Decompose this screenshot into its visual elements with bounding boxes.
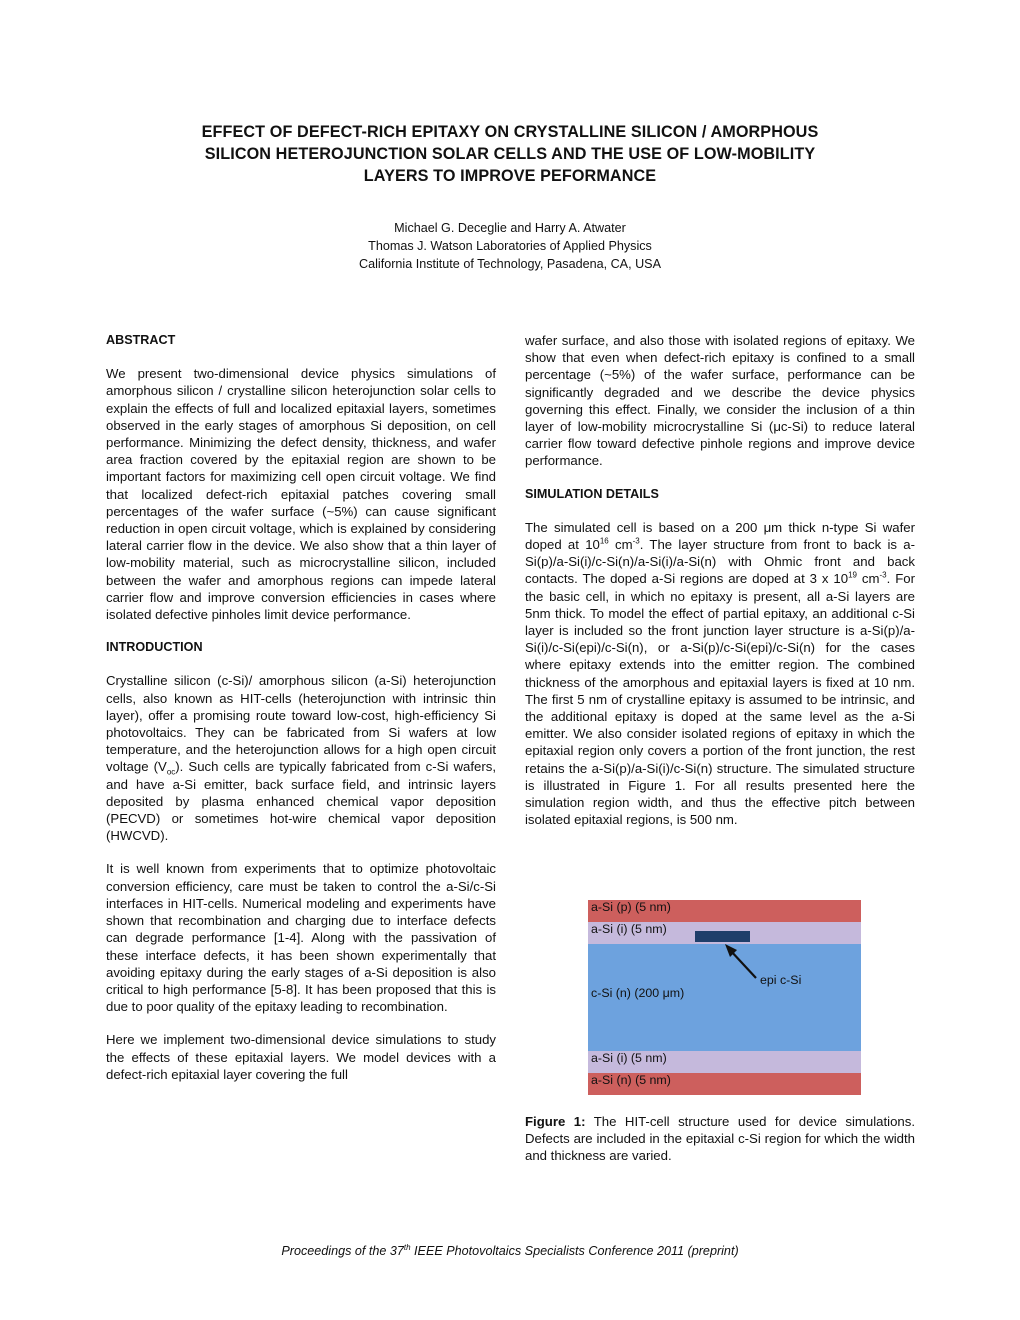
layer-a-si-p: a-Si (p) (5 nm) (588, 900, 861, 922)
paper-title (110, 121, 910, 187)
layer-c-si-n: c-Si (n) (200 μm) (588, 944, 861, 1051)
author-names: Michael G. Deceglie and Harry A. Atwater (394, 221, 626, 235)
caption-text: The HIT-cell structure used for device simulations. Defects are included in the epitaxial c-Si region for which the width and thickness are varied. (525, 1114, 915, 1164)
figure-caption (525, 1113, 915, 1165)
abstract-text: We present two-dimensional device physics simulations of amorphous silicon / crystalline silicon heterojunction solar cells to explain the effects of full and localized epitaxial layers, sometimes observed in the early stages of amorphous Si deposition, on cell performance. Minimizing the defect density, thickness, and wafer area fraction covered by the epitaxial region are shown to be important factors for maximizing cell open circuit voltage. We find that localized defect-rich epitaxial patches covering small percentages of the wafer surface (~5%) can cause significant reduction in open circuit voltage, which is explained by considering lateral carrier flow in the device. We also show that a thin layer of low-mobility material, such as microcrystalline silicon, included between the wafer and amorphous regions can impede lateral carrier flow and improve conversion efficiencies in cases where isolated defective pinholes limit device performance. (106, 366, 496, 623)
intro-continuation: wafer surface, and also those with isolated regions of epitaxy. We show that even when defect-rich epitaxy is confined to a small percentage (~5%) of the wafer surface, performance can be significantly degraded and we describe the device physics governing this effect. Finally, we consider the inclusion of a thin layer of low-mobility microcrystalline Si (μc-Si) to reduce lateral carrier flow toward defective pinhole regions and improve device performance. (525, 333, 915, 469)
title-line: EFFECT OF DEFECT-RICH EPITAXY ON CRYSTALLINE SILICON / AMORPHOUS (201, 123, 819, 141)
footer: Proceedings of the 37th IEEE Photovoltaics Specialists Conference 2011 (preprint) (281, 1242, 739, 1258)
affiliation: California Institute of Technology, Pasadena, CA, USA (359, 257, 661, 271)
epi-label: epi c-Si (760, 973, 802, 987)
author-block (210, 219, 810, 273)
layer-a-si-i-bottom: a-Si (i) (5 nm) (588, 1051, 861, 1073)
left-column (106, 332, 496, 1083)
layer-a-si-i-top: a-Si (i) (5 nm) (588, 922, 861, 944)
layer-a-si-n: a-Si (n) (5 nm) (588, 1073, 861, 1095)
title-line: SILICON HETEROJUNCTION SOLAR CELLS AND THE USE OF LOW-MOBILITY (204, 145, 816, 163)
simulation-paragraph: The simulated cell is based on a 200 μm thick n-type Si wafer doped at $10^{16}$ $cm^{-3}$. The layer structure from front to back is a-Si(p)/a-Si(i)/c-Si(n)/a-Si(i)/a-Si(n) with Ohmic front and back contacts. The doped a-Si regions are doped at 3 x $10^{19}$ $cm^{-3}$. For the basic cell, in which no epitaxy is present, all a-Si layers are 5nm thick. To model the effect of partial epitaxy, an additional c-Si layer is included so the front junction layer structure is a-Si(p)/a-Si(i)/c-Si(epi)/c-Si(n), or a-Si(p)/c-Si(epi)/c-Si(n) for the cases where epitaxy extends into the emitter region. The combined thickness of the amorphous and epitaxial layers is fixed at 10 nm. The first 5 nm of crystalline epitaxy is assumed to be intrinsic, and the additional epitaxy is doped at the same level as the a-Si emitter. We also consider isolated regions of epitaxy in which the epitaxial region only covers a portion of the front junction, the rest retains the a-Si(p)/a-Si(i)/c-Si(n) structure. The simulated structure is illustrated in Figure 1. For all results presented here the simulation region width, and thus the effective pitch between isolated epitaxial regions, is 500 nm. (525, 519, 915, 828)
title-line: LAYERS TO IMPROVE PEFORMANCE (363, 167, 657, 185)
simulation-heading: SIMULATION DETAILS (525, 486, 659, 501)
intro-paragraph-1: Crystalline silicon (c-Si)/ amorphous silicon (a-Si) heterojunction cells, also known as HIT-cells (heterojunction with intrinsic thin layer), offer a promising route toward low-cost, high-efficiency Si photovoltaics. They can be fabricated from Si wafers at low temperature, and the heterojunction allows for a high open circuit voltage $(V_{oc})$. Such cells are typically fabricated from c-Si wafers, and have a-Si emitter, back surface field, and intrinsic layers deposited by plasma enhanced chemical vapor deposition (PECVD) or sometimes hot-wire chemical vapor deposition (HWCVD). (106, 673, 496, 844)
intro-paragraph-2: It is well known from experiments that to optimize photovoltaic conversion efficiency, care must be taken to control the a-Si/c-Si interfaces in HIT-cells. Numerical modeling and experiments have shown that recombination and charging due to interface defects can degrade performance [1-4]. Along with the passivation of these interface defects, it has been shown experimentally that avoiding epitaxy during the early stages of a-Si deposition is also critical to high performance [5-8]. It has been proposed that this is due to poor quality of the epitaxy leading to recombination. (106, 861, 496, 1015)
affiliation: Thomas J. Watson Laboratories of Applied Physics (368, 239, 652, 253)
intro-paragraph-3: Here we implement two-dimensional device simulations to study the effects of these epitaxial layers. We model devices with a defect-rich epitaxial layer covering the full (106, 1032, 496, 1082)
figure-1-diagram (588, 900, 861, 1095)
introduction-heading: INTRODUCTION (106, 640, 203, 655)
caption-label: Figure 1: (525, 1114, 586, 1129)
abstract-heading: ABSTRACT (106, 333, 176, 347)
right-column (525, 332, 915, 828)
